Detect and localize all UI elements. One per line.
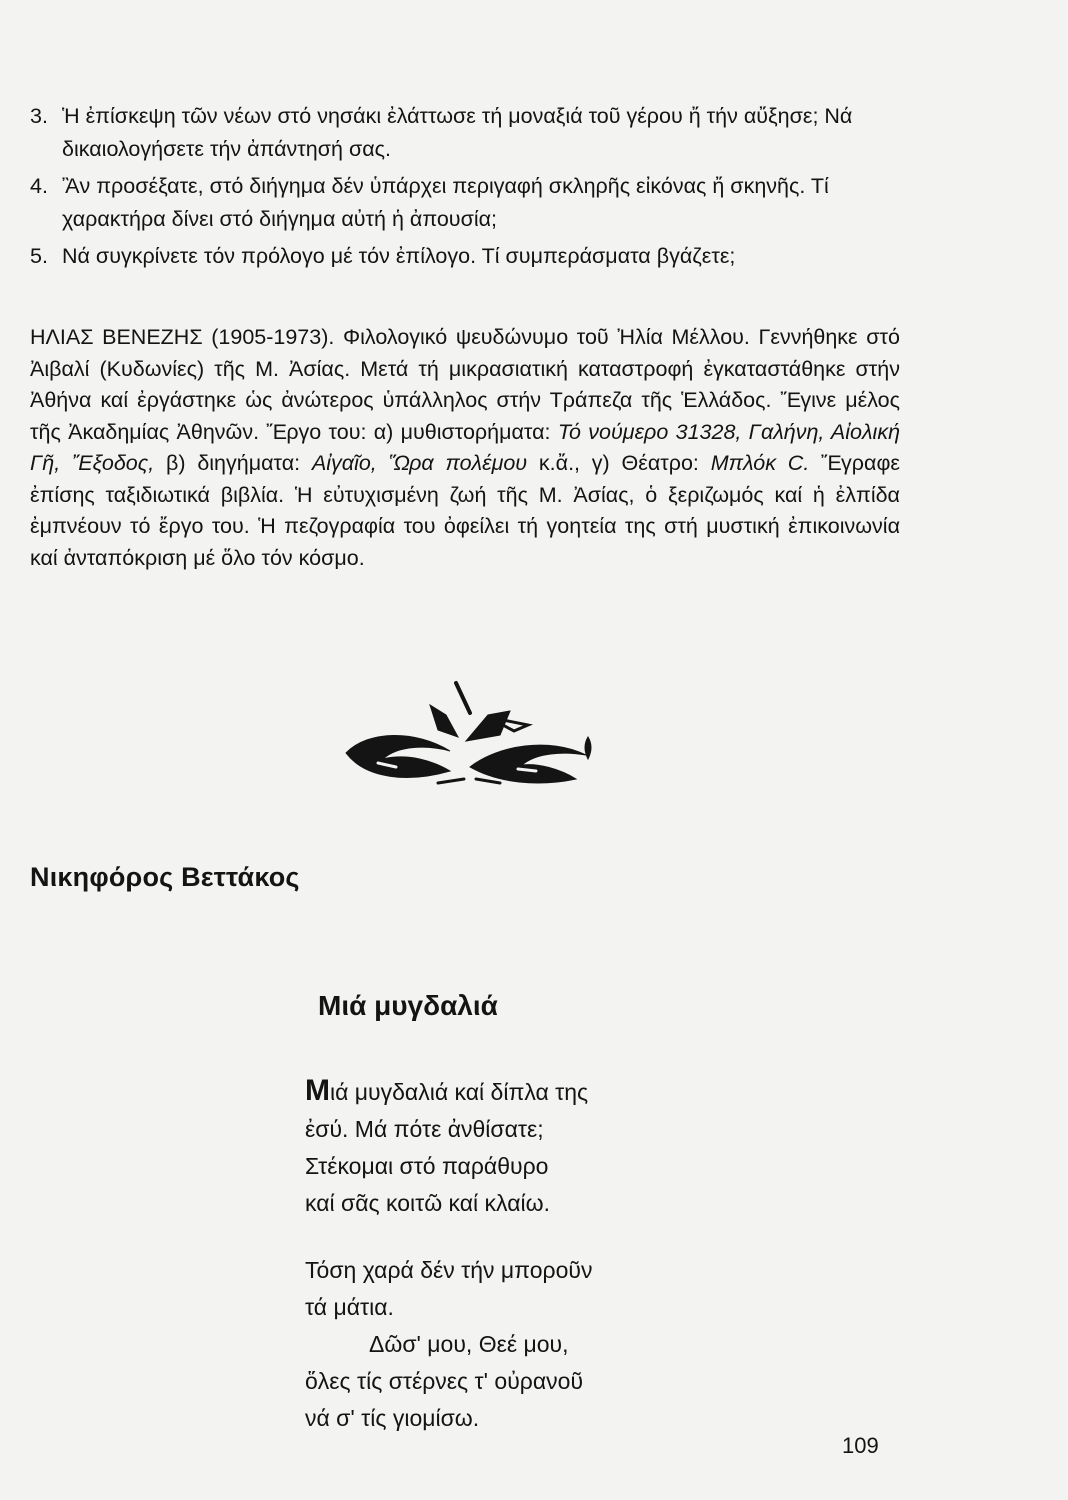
page-number: 109 — [842, 1433, 879, 1458]
bio-theatre: Μπλόκ C. — [710, 451, 810, 475]
poem-first-line-rest: ιά μυγδαλιά καί δίπλα της — [330, 1079, 589, 1105]
bio-novels: Τό νούμερο 31328, Γαλήνη, Αἰολική Γῆ, Ἔξοδος, — [30, 419, 901, 475]
stanza-break — [305, 1222, 592, 1252]
author-biography — [30, 322, 900, 574]
bio-stories-suffix: κ.ἄ., γ) Θέατρο: — [538, 451, 699, 475]
question-item — [30, 240, 890, 273]
bio-intro: ΗΛΙΑΣ ΒΕΝΕΖΗΣ (1905-1973). Φιλολογικό ψευδώνυμο τοῦ Ἠλία Μέλλου. Γεννήθηκε στό Ἀιβαλί (Κυδωνίες) τῆς Μ. Ἀσίας. Μετά τή μικρασιατική καταστροφή ἐγκαταστάθηκε στήν Ἀθήνα καί ἐργάστηκε ὡς ἀνώτερος ὑπάλληλος στήν Τράπεζα τῆς Ἑλλάδος. Ἔγινε μέλος τῆς Ἀκαδημίας Ἀθηνῶν. Ἔργο του: α) μυθιστορήματα: — [30, 325, 900, 444]
question-text: Ἡ ἐπίσκεψη τῶν νέων στό νησάκι ἐλάττωσε τή μοναξιά τοῦ γέρου ἤ τήν αὔξησε; Νά δικαιολογήσετε τήν ἀπάντησή σας. — [62, 104, 853, 161]
poem-author: Νικηφόρος Βεττάκος — [30, 862, 300, 892]
bio-stories-label: β) διηγήματα: — [166, 451, 301, 475]
question-number: 5. — [30, 244, 48, 268]
question-text: Νά συγκρίνετε τόν πρόλογο μέ τόν ἐπίλογο. Τί συμπεράσματα βγάζετε; — [62, 244, 736, 268]
poem-line: νά σ' τίς γιομίσω. — [305, 1405, 480, 1431]
poem-line: τά μάτια. — [305, 1294, 394, 1320]
poem-line: ὅλες τίς στέρνες τ' οὐρανοῦ — [305, 1368, 584, 1394]
poem-line — [305, 1072, 592, 1111]
poem-line: Τόση χαρά δέν τήν μποροῦν — [305, 1257, 593, 1283]
question-number: 3. — [30, 104, 48, 128]
question-item — [30, 170, 890, 236]
question-number: 4. — [30, 174, 48, 198]
poem-initial: Μ — [305, 1074, 330, 1107]
bio-stories: Αἰγαῖο, Ὥρα πολέμου — [311, 451, 528, 475]
question-item — [30, 100, 890, 166]
poem-line: ἐσύ. Μά πότε ἀνθίσατε; — [305, 1116, 544, 1142]
poem-line: καί σᾶς κοιτῶ καί κλαίω. — [305, 1190, 550, 1216]
question-text: Ἂν προσέξατε, στό διήγημα δέν ὑπάρχει περιγαφή σκληρῆς εἰκόνας ἤ σκηνῆς. Τί χαρακτήρα δίνει στό διήγημα αὐτή ἡ ἀπουσία; — [62, 174, 829, 231]
poem-title: Μιά μυγδαλιά — [318, 990, 498, 1021]
questions-list — [30, 100, 890, 277]
bio-outro: Ἔγραφε ἐπίσης ταξιδιωτικά βιβλία. Ἡ εὐτυχισμένη ζωή τῆς Μ. Ἀσίας, ὁ ξεριζωμός καί ἡ ἐλπίδα ἐμπνέουν τό ἔργο του. Ἡ πεζογραφία του ὀφείλει τή γοητεία της στή μυστική ἐπικοινωνία καί ἀνταπόκριση μέ ὅλο τόν κόσμο. — [30, 451, 900, 570]
floral-ornament-icon — [338, 675, 608, 795]
poem-line: Δῶσ' μου, Θεέ μου, — [369, 1331, 569, 1357]
poem-body — [305, 1072, 592, 1437]
poem-line: Στέκομαι στό παράθυρο — [305, 1153, 549, 1179]
